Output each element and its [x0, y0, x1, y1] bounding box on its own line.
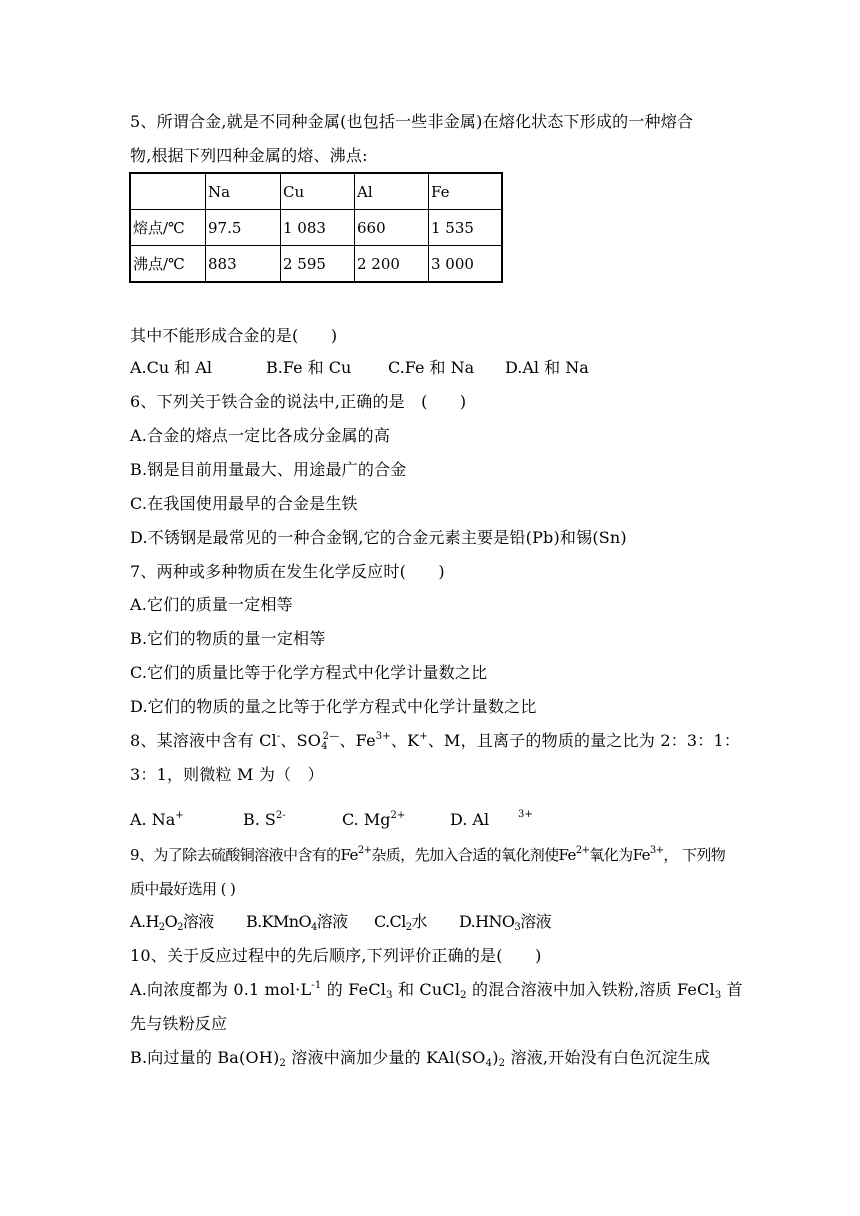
table-cell: 883: [206, 246, 281, 283]
q5-option-a: A.Cu 和 Al: [130, 358, 213, 377]
q10-text: 的 FeCl: [321, 980, 387, 999]
q9-stem-line2: 质中最好选用 ( ): [130, 880, 236, 898]
table-row: [130, 210, 502, 246]
table-cell: 2 595: [281, 246, 355, 283]
q8-text: 、M，且离子的物质的量之比为 2：3：1：: [427, 731, 741, 750]
q5-question: 其中不能形成合金的是( ): [130, 326, 338, 345]
q9-option-d: [459, 912, 551, 932]
q9-option-text: O: [164, 912, 178, 931]
q9-option-text: D.HNO: [459, 912, 515, 931]
q6-option-b: B.钢是目前用量最大、用途最广的合金: [130, 460, 407, 479]
q8-sup: -: [276, 731, 281, 742]
q9-option-text: 溶液: [520, 912, 551, 931]
q8-option-sup: +: [175, 810, 184, 821]
q10-text: 的混合溶液中加入铁粉,溶质 FeCl: [466, 980, 715, 999]
q10-sub: 3: [386, 990, 393, 1001]
q9-option-sub: 4: [311, 922, 317, 933]
table-header-cell: Fe: [429, 173, 503, 210]
table-cell: 熔点/℃: [130, 210, 206, 246]
q6-option-a: A.合金的熔点一定比各成分金属的高: [130, 426, 391, 445]
q8-option-d-sup: 3+: [518, 809, 533, 820]
q9-text: 氧化为Fe: [589, 846, 650, 864]
q10-text: 和 CuCl: [392, 980, 461, 999]
q10-stem: 10、关于反应过程中的先后顺序,下列评价正确的是( ): [130, 946, 542, 965]
q6-option-c: C.在我国使用最早的合金是生铁: [130, 494, 358, 513]
q10-text: 首: [721, 980, 743, 999]
q9-option-a: [130, 912, 214, 932]
q5-option-b: B.Fe 和 Cu: [266, 358, 352, 377]
q8-option-a: [130, 810, 184, 830]
table-cell: 1 535: [429, 210, 503, 246]
q8-text: 、Fe: [339, 731, 376, 750]
table-header-cell: [130, 173, 206, 210]
q8-option-b: [243, 810, 286, 830]
q9-option-text: 水: [411, 912, 427, 931]
q9-option-text: B.KMnO: [246, 912, 312, 931]
q5-option-c: C.Fe 和 Na: [388, 358, 475, 377]
q9-option-sub: 3: [514, 922, 521, 933]
q8-text: 、SO: [280, 731, 322, 750]
q10-text: 溶液,开始没有白色沉淀生成: [505, 1048, 711, 1067]
table-cell: 2 200: [355, 246, 429, 283]
q7-option-d: D.它们的物质的量之比等于化学方程式中化学计量数之比: [130, 697, 537, 716]
q7-option-a: A.它们的质量一定相等: [130, 595, 293, 614]
q9-option-text: A.H: [130, 912, 159, 931]
q9-option-text: 溶液: [316, 912, 348, 931]
q10-option-a-line1: [130, 980, 743, 1000]
q5-stem-line2: 物,根据下列四种金属的熔、沸点:: [130, 146, 368, 165]
q8-option-d: D. Al: [450, 810, 490, 829]
table-cell: 97.5: [206, 210, 281, 246]
q10-sub: 2: [498, 1058, 506, 1069]
q7-stem: 7、两种或多种物质在发生化学反应时( ): [130, 562, 445, 581]
q8-sup: 2—: [322, 731, 340, 742]
q7-option-b: B.它们的物质的量一定相等: [130, 629, 326, 648]
q8-option-text: B. S: [243, 810, 276, 829]
q10-sup: -1: [311, 980, 322, 991]
q9-stem-line1: [130, 845, 725, 865]
q10-sub: 3: [714, 990, 722, 1001]
q9-text: 杂质，先加入合适的氧化剂使Fe: [371, 846, 576, 864]
q6-option-d: D.不锈钢是最常见的一种合金钢,它的合金元素主要是铅(Pb)和锡(Sn): [130, 528, 627, 547]
q9-text: ， 下列物: [663, 846, 726, 864]
q10-text: ): [492, 1048, 499, 1067]
table-header-cell: Al: [355, 173, 429, 210]
q5-option-d: D.Al 和 Na: [505, 358, 589, 377]
q7-option-c: C.它们的质量比等于化学方程式中化学计量数之比: [130, 663, 488, 682]
table-header-cell: Cu: [281, 173, 355, 210]
table-row: [130, 246, 502, 283]
q8-option-text: A. Na: [130, 810, 176, 829]
q9-option-text: 溶液: [182, 912, 214, 931]
q8-sup: 3+: [375, 731, 391, 742]
q9-sup: 2+: [357, 845, 372, 856]
table-cell: 660: [355, 210, 429, 246]
q9-option-b: [246, 912, 348, 932]
table-cell: 沸点/℃: [130, 246, 206, 283]
q5-stem-line1: 5、所谓合金,就是不同种金属(也包括一些非金属)在熔化状态下形成的一种熔合: [130, 112, 694, 131]
q8-option-sup: 2-: [275, 810, 286, 821]
q8-option-text: C. Mg: [342, 810, 391, 829]
q9-option-c: [374, 912, 427, 932]
q9-option-sub: 2: [405, 922, 412, 933]
q10-option-b: [130, 1048, 710, 1068]
q8-option-c: [342, 810, 405, 830]
table-cell: 1 083: [281, 210, 355, 246]
q10-sub: 2: [279, 1058, 286, 1069]
q10-text: B.向过量的 Ba(OH): [130, 1048, 280, 1067]
q10-text: A.向浓度都为 0.1 mol·L: [130, 980, 312, 999]
q9-option-sub: 2: [158, 922, 165, 933]
q10-sub: 2: [460, 990, 467, 1001]
q10-option-a-line2: 先与铁粉反应: [130, 1014, 228, 1033]
table-header-row: [130, 173, 502, 210]
q10-text: 溶液中滴加少量的 KAl(SO: [285, 1048, 486, 1067]
q9-sup: 3+: [649, 845, 664, 856]
q9-sup: 2+: [575, 845, 590, 856]
q8-option-sup: 2+: [390, 810, 406, 821]
q8-stem-line1: [130, 731, 740, 751]
melting-boiling-table: [129, 172, 503, 283]
q8-text: 8、某溶液中含有 Cl: [130, 731, 277, 750]
table-header-cell: Na: [206, 173, 281, 210]
q8-sup: +: [419, 731, 428, 742]
table-cell: 3 000: [429, 246, 503, 283]
q8-text: 、K: [390, 731, 420, 750]
q10-sub: 4: [485, 1058, 493, 1069]
q8-stem-line2: 3：1，则微粒 M 为（ ）: [130, 765, 324, 784]
q8-sub: 4: [321, 741, 328, 752]
q9-option-sub: 2: [177, 922, 183, 933]
q6-stem: 6、下列关于铁合金的说法中,正确的是 ( ): [130, 392, 467, 411]
q9-option-text: C.Cl: [374, 912, 406, 931]
q9-text: 9、为了除去硫酸铜溶液中含有的Fe: [130, 846, 358, 864]
